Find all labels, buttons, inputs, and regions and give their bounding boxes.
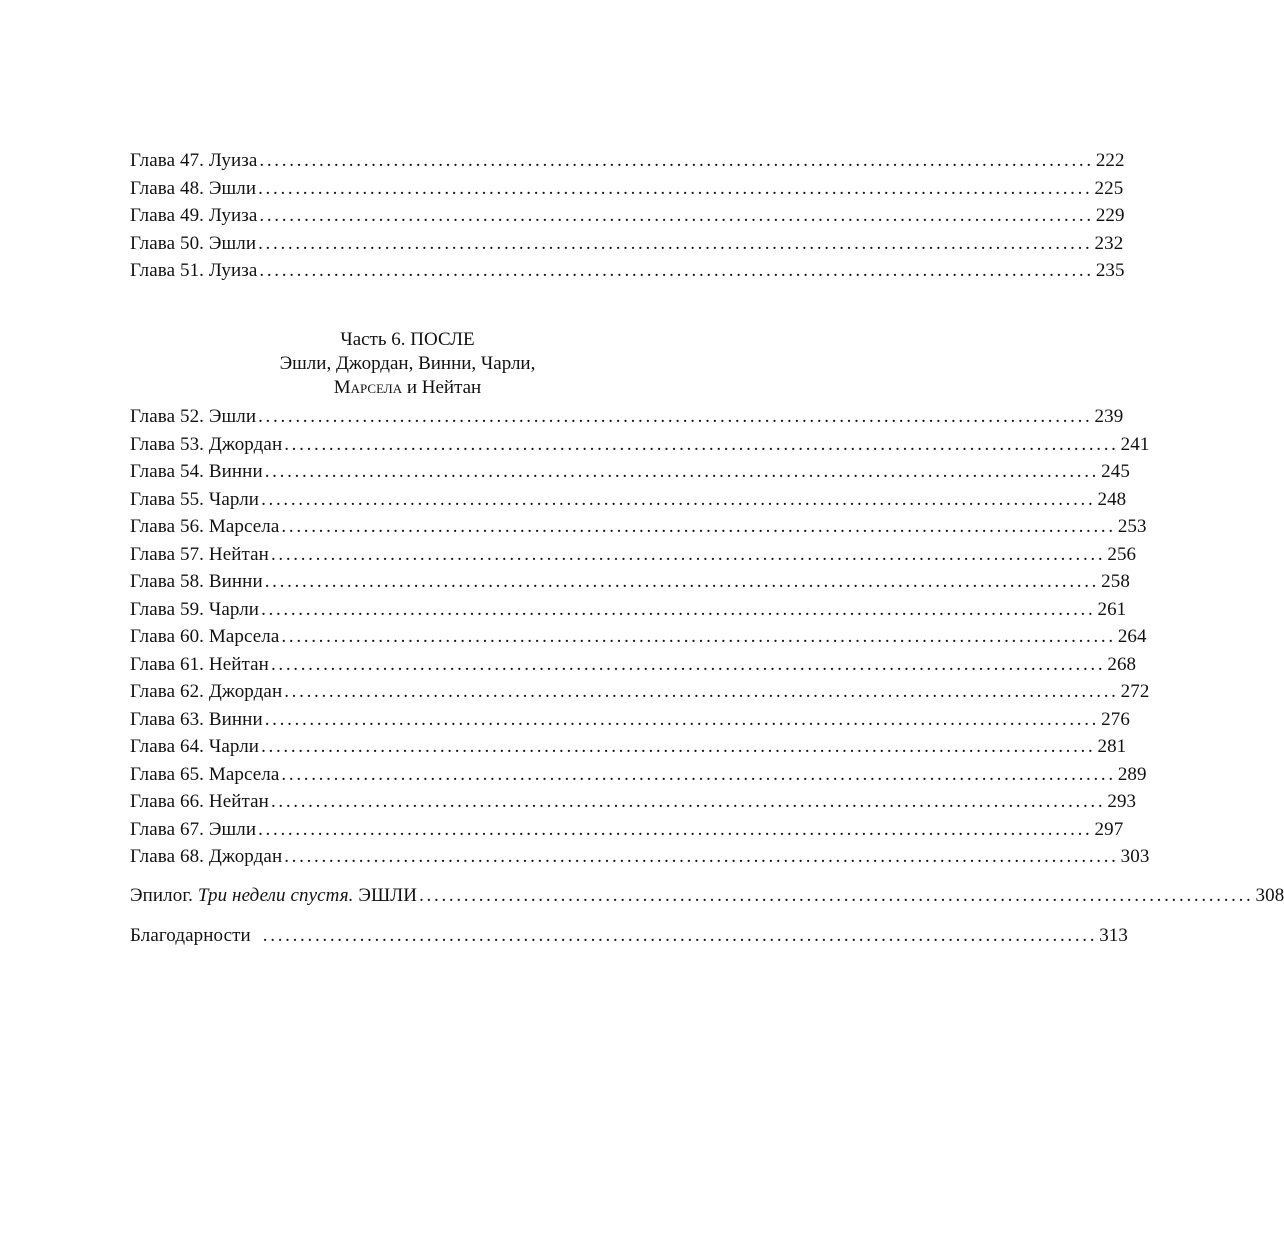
toc-entry-label: Глава 55. Чарли — [130, 488, 260, 510]
toc-entry-label: Глава 48. Эшли — [130, 177, 257, 199]
toc-page-number: 272 — [1120, 681, 1150, 702]
toc-entry-acknowledgements[interactable] — [130, 922, 1129, 950]
toc-entry-label: Глава 54. Винни — [130, 461, 263, 482]
toc-entry[interactable] — [130, 175, 1124, 203]
epilogue-italic: Три недели спустя. — [197, 885, 354, 906]
toc-ack-block — [130, 922, 1129, 950]
toc-entry[interactable] — [130, 568, 1130, 596]
toc-entry[interactable] — [130, 458, 1130, 486]
toc-leader-dots: ................................................................................................................ — [270, 791, 1106, 812]
toc-leader-dots: ................................................................................................................ — [259, 150, 1094, 171]
toc-page-number: 245 — [1101, 461, 1130, 482]
toc-leader-dots: ................................................................................................................ — [270, 543, 1106, 565]
toc-leader-dots: ................................................................................................................ — [262, 925, 1098, 946]
toc-leader-dots: ................................................................................................................ — [264, 708, 1100, 730]
toc-entry-label: Глава 67. Эшли — [130, 818, 257, 840]
toc-leader-dots: ................................................................................................................ — [264, 571, 1100, 592]
part-subtitle-smallcaps: Марсела — [333, 377, 403, 398]
toc-entry-label: Глава 60. Марсела — [130, 626, 280, 647]
toc-entry-label: Глава 49. Луиза — [130, 205, 258, 226]
toc-entry-label: Глава 47. Луиза — [130, 150, 258, 171]
toc-page-number: 239 — [1094, 406, 1124, 427]
toc-leader-dots: ................................................................................................................ — [281, 763, 1116, 785]
toc-leader-dots: ................................................................................................................ — [270, 653, 1106, 675]
toc-leader-dots: ................................................................................................................ — [264, 461, 1100, 482]
toc-leader-dots: ................................................................................................................ — [284, 433, 1119, 455]
toc-leader-dots: ................................................................................................................ — [259, 260, 1094, 281]
toc-entry[interactable] — [130, 230, 1124, 258]
toc-page-number: 293 — [1107, 791, 1137, 812]
toc-entry-label: Глава 65. Марсела — [130, 763, 280, 785]
toc-entry[interactable] — [130, 513, 1147, 541]
part-heading — [130, 328, 685, 400]
toc-leader-dots: ................................................................................................................ — [261, 736, 1096, 757]
toc-entry[interactable] — [130, 651, 1137, 679]
toc-entry-label: Глава 61. Нейтан — [130, 653, 269, 675]
toc-entry-label: Глава 53. Джордан — [130, 433, 283, 455]
toc-entry[interactable] — [130, 403, 1124, 431]
toc-entry-label: Глава 59. Чарли — [130, 598, 260, 620]
toc-page-number: 303 — [1120, 846, 1150, 867]
toc-entry-label: Глава 50. Эшли — [130, 232, 257, 254]
toc-list-part6 — [130, 403, 1150, 871]
toc-entry[interactable] — [130, 706, 1130, 734]
toc-page-number: 241 — [1120, 433, 1150, 455]
toc-page-number: 261 — [1097, 598, 1127, 620]
toc-entry[interactable] — [130, 733, 1127, 761]
toc-page-number: 297 — [1094, 818, 1124, 840]
toc-entry-label: Глава 66. Нейтан — [130, 791, 269, 812]
toc-entry[interactable] — [130, 596, 1127, 624]
toc-epilogue-block — [130, 882, 1284, 910]
toc-entry[interactable] — [130, 431, 1150, 459]
toc-leader-dots: ................................................................................................................ — [281, 626, 1116, 647]
toc-page-number: 253 — [1117, 516, 1147, 537]
part-title: Часть 6. ПОСЛЕ — [340, 329, 475, 350]
part-subtitle-rest: и Нейтан — [402, 377, 482, 398]
toc-entry-label — [130, 882, 417, 910]
toc-entry-label: Глава 56. Марсела — [130, 516, 280, 537]
toc-leader-dots: ................................................................................................................ — [419, 885, 1254, 906]
toc-leader-dots: ................................................................................................................ — [284, 681, 1119, 702]
toc-list-top — [130, 147, 1125, 285]
toc-entry-label: Благодарности — [130, 925, 251, 946]
toc-entry-label: Глава 63. Винни — [130, 708, 263, 730]
toc-page-number: 229 — [1095, 205, 1125, 226]
toc-page-number: 225 — [1094, 177, 1124, 199]
toc-page-number: 222 — [1095, 150, 1125, 171]
part-subtitle-line1: Эшли, Джордан, Винни, Чарли, — [279, 353, 536, 374]
toc-page-number: 313 — [1099, 925, 1129, 946]
toc-leader-dots: ................................................................................................................ — [281, 516, 1116, 537]
toc-entry-label: Глава 64. Чарли — [130, 736, 260, 757]
toc-entry-epilogue[interactable] — [130, 882, 1284, 910]
toc-entry[interactable] — [130, 788, 1137, 816]
epilogue-suffix: ЭШЛИ — [353, 885, 418, 906]
toc-entry-label: Глава 58. Винни — [130, 571, 263, 592]
toc-entry[interactable] — [130, 843, 1150, 871]
toc-leader-dots: ................................................................................................................ — [261, 598, 1096, 620]
toc-entry-label: Глава 52. Эшли — [130, 406, 257, 427]
toc-page-number: 232 — [1094, 232, 1124, 254]
toc-page-number: 281 — [1097, 736, 1127, 757]
toc-leader-dots: ................................................................................................................ — [258, 177, 1093, 199]
toc-entry[interactable] — [130, 202, 1125, 230]
toc-entry[interactable] — [130, 541, 1137, 569]
toc-page-number: 308 — [1255, 885, 1284, 906]
toc-entry[interactable] — [130, 486, 1127, 514]
epilogue-prefix: Эпилог. — [130, 885, 198, 906]
toc-page-number: 248 — [1097, 488, 1127, 510]
toc-page-number: 256 — [1107, 543, 1137, 565]
toc-entry[interactable] — [130, 623, 1147, 651]
toc-entry-label: Глава 62. Джордан — [130, 681, 283, 702]
toc-page-number: 276 — [1101, 708, 1130, 730]
toc-page-number: 289 — [1117, 763, 1147, 785]
part-subtitle-line2 — [130, 376, 685, 400]
toc-entry[interactable] — [130, 761, 1147, 789]
toc-page-number: 258 — [1101, 571, 1130, 592]
toc-entry-label: Глава 68. Джордан — [130, 846, 283, 867]
toc-entry[interactable] — [130, 816, 1124, 844]
toc-page-number: 268 — [1107, 653, 1137, 675]
toc-entry-label: Глава 57. Нейтан — [130, 543, 269, 565]
toc-entry[interactable] — [130, 147, 1125, 175]
toc-leader-dots: ................................................................................................................ — [284, 846, 1119, 867]
toc-page-number: 264 — [1117, 626, 1147, 647]
toc-entry[interactable] — [130, 678, 1150, 706]
toc-leader-dots: ................................................................................................................ — [258, 406, 1093, 427]
toc-leader-dots: ................................................................................................................ — [258, 232, 1093, 254]
toc-leader-dots: ................................................................................................................ — [259, 205, 1094, 226]
toc-entry-label: Глава 51. Луиза — [130, 260, 258, 281]
toc-page-number: 235 — [1095, 260, 1125, 281]
toc-entry[interactable] — [130, 257, 1125, 285]
toc-leader-dots: ................................................................................................................ — [258, 818, 1093, 840]
toc-leader-dots: ................................................................................................................ — [261, 488, 1096, 510]
